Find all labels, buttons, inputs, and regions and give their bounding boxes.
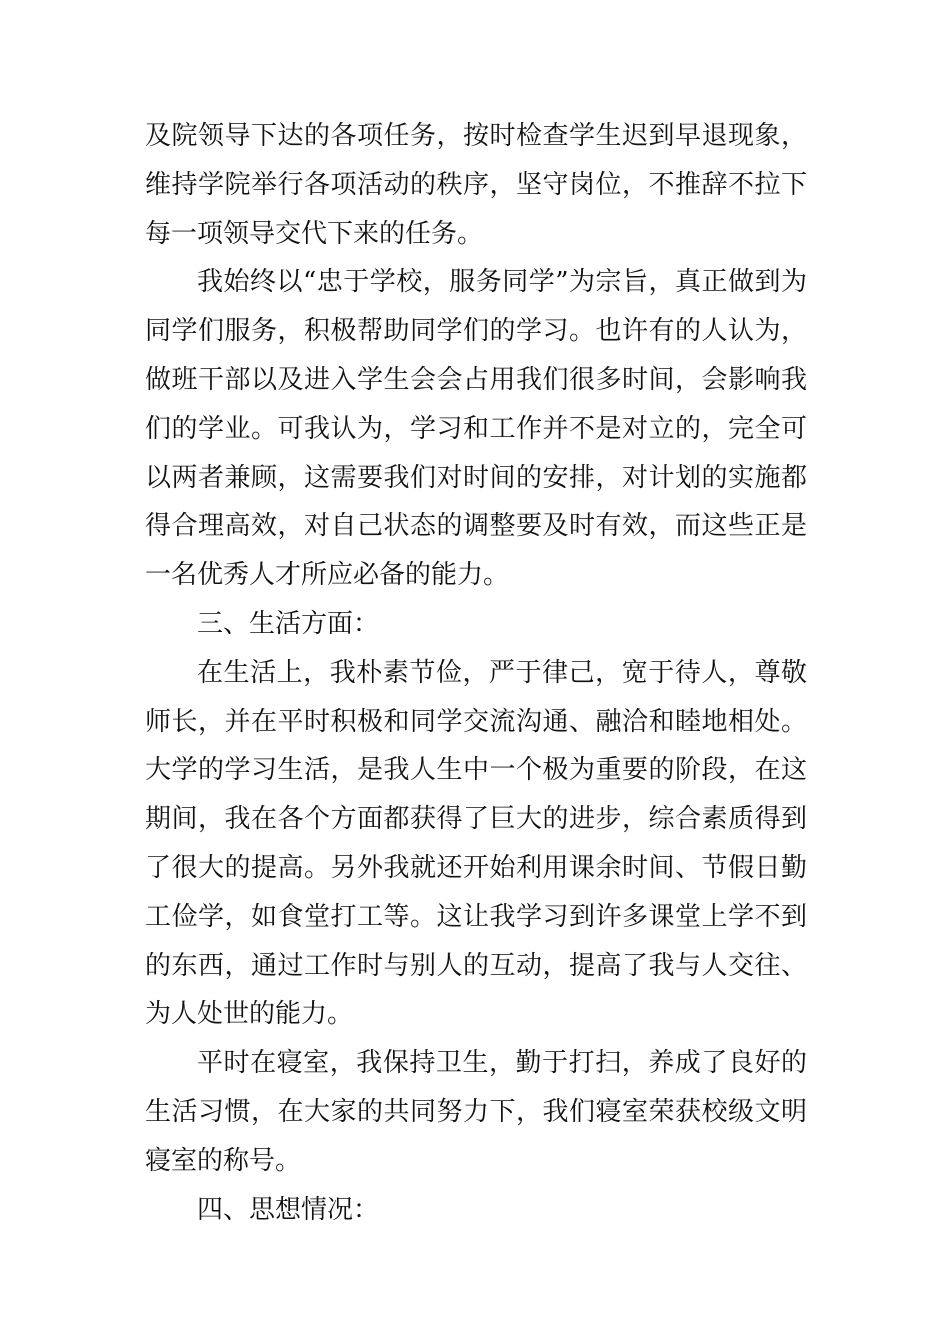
paragraph-dormitory: 平时在寝室，我保持卫生，勤于打扫，养成了良好的生活习惯，在大家的共同努力下，我们寝室荣获校级文明寝室的称号。 [145,1048,807,1176]
document-body [145,112,807,1234]
section-heading-life: 三、生活方面： [197,608,380,639]
paragraph-duties-continued: 及院领导下达的各项任务，按时检查学生迟到早退现象，维持学院举行各项活动的秩序，坚守岗位，不推辞不拉下每一项领导交代下来的任务。 [145,121,807,249]
paragraph-service-purpose: 我始终以“忠于学校，服务同学”为宗旨，真正做到为同学们服务，积极帮助同学们的学习。也许有的人认为，做班干部以及进入学生会会占用我们很多时间，会影响我们的学业。可我认为，学习和工作并不是对立的，完全可以两者兼顾，这需要我们对时间的安排，对计划的实施都得合理高效，对自己状态的调整要及时有效，而这些正是一名优秀人才所应必备的能力。 [145,267,807,591]
section-heading-thoughts: 四、思想情况： [197,1194,380,1225]
paragraph-life: 在生活上，我朴素节俭，严于律己，宽于待人，尊敬师长，并在平时积极和同学交流沟通、融洽和睦地相处。大学的学习生活，是我人生中一个极为重要的阶段，在这期间，我在各个方面都获得了巨大的进步，综合素质得到了很大的提高。另外我就还开始利用课余时间、节假日勤工俭学，如食堂打工等。这让我学习到许多课堂上学不到的东西，通过工作时与别人的互动，提高了我与人交往、为人处世的能力。 [145,657,807,1030]
